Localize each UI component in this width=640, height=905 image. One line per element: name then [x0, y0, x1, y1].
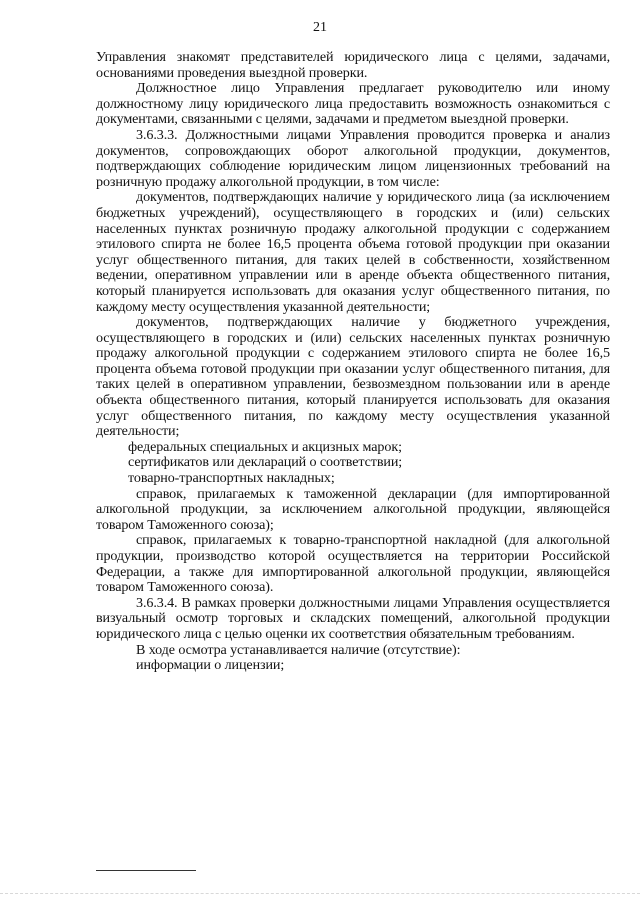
page-number: 21: [313, 20, 327, 35]
list-item-waybills: товарно-транспортных накладных;: [128, 470, 335, 487]
scan-edge-artifact: [0, 893, 640, 894]
paragraph-inspection-presence: В ходе осмотра устанавливается наличие (отсутствие):: [136, 641, 461, 658]
paragraph-3-6-3-3: 3.6.3.3. Должностными лицами Управления проводится проверка и анализ документов, сопровождающих оборот алкогольной продукции, документов, подтверждающих соблюдение юридическим лицом лицензионных требований на розничную продажу алкогольной продукции, в том числе:: [96, 126, 610, 190]
list-item-certificates: сертификатов или деклараций о соответствии;: [128, 454, 403, 471]
list-item-budget-institution-documents: документов, подтверждающих наличие у бюджетного учреждения, осуществляющего в городских и (или) сельских населенных пунктах розничную продажу алкогольной продукции с содержанием этилового спирта не более 16,5 процента объема готовой продукции при оказании услуг общественного питания, для таких целей в оперативном управлении, безвозмездном пользовании или в аренде объекта общественного питания, который планируется использовать для оказания услуг общественного питания, по каждому месту осуществления указанной деятельности;: [96, 314, 610, 440]
paragraph-continuation: Управления знакомят представителей юридического лица с целями, задачами, основаниями проведения выездной проверки.: [96, 49, 610, 81]
list-item-excise-stamps: федеральных специальных и акцизных марок;: [128, 438, 402, 455]
footnote-rule: [96, 870, 196, 871]
document-body: [96, 50, 610, 674]
list-item-legal-entity-documents: документов, подтверждающих наличие у юридического лица (за исключением бюджетных учреждений), осуществляющего в городских и (или) сельских населенных пунктах розничную продажу алкогольной продукции с содержанием этилового спирта не более 16,5 процента объема готовой продукции при оказании услуг общественного питания, для таких целей в собственности, хозяйственном ведении, оперативном управлении или в аренде объекта общественного питания, который планируется использовать для оказания услуг общественного питания, по каждому месту осуществления указанной деятельности;: [96, 189, 610, 315]
list-item-waybill-certificates: справок, прилагаемых к товарно-транспортной накладной (для алкогольной продукции, производство которой осуществляется на территории Российской Федерации, а также для импортированной алкогольной продукции, являющейся товаром Таможенного союза).: [96, 532, 610, 596]
list-item-customs-certificates: справок, прилагаемых к таможенной декларации (для импортированной алкогольной продукции, за исключением алкогольной продукции, являющейся товаром Таможенного союза);: [96, 485, 610, 533]
paragraph-3-6-3-4: 3.6.3.4. В рамках проверки должностными лицами Управления осуществляется визуальный осмотр торговых и складских помещений, алкогольной продукции юридического лица с целью оценки их соответствия обязательным требованиям.: [96, 594, 610, 642]
list-item-license-info: информации о лицензии;: [136, 657, 285, 674]
paragraph-official-proposes: Должностное лицо Управления предлагает руководителю или иному должностному лицу юридического лица предоставить возможность ознакомиться с документами, связанными с целями, задачами и предметом выездной проверки.: [96, 80, 610, 128]
